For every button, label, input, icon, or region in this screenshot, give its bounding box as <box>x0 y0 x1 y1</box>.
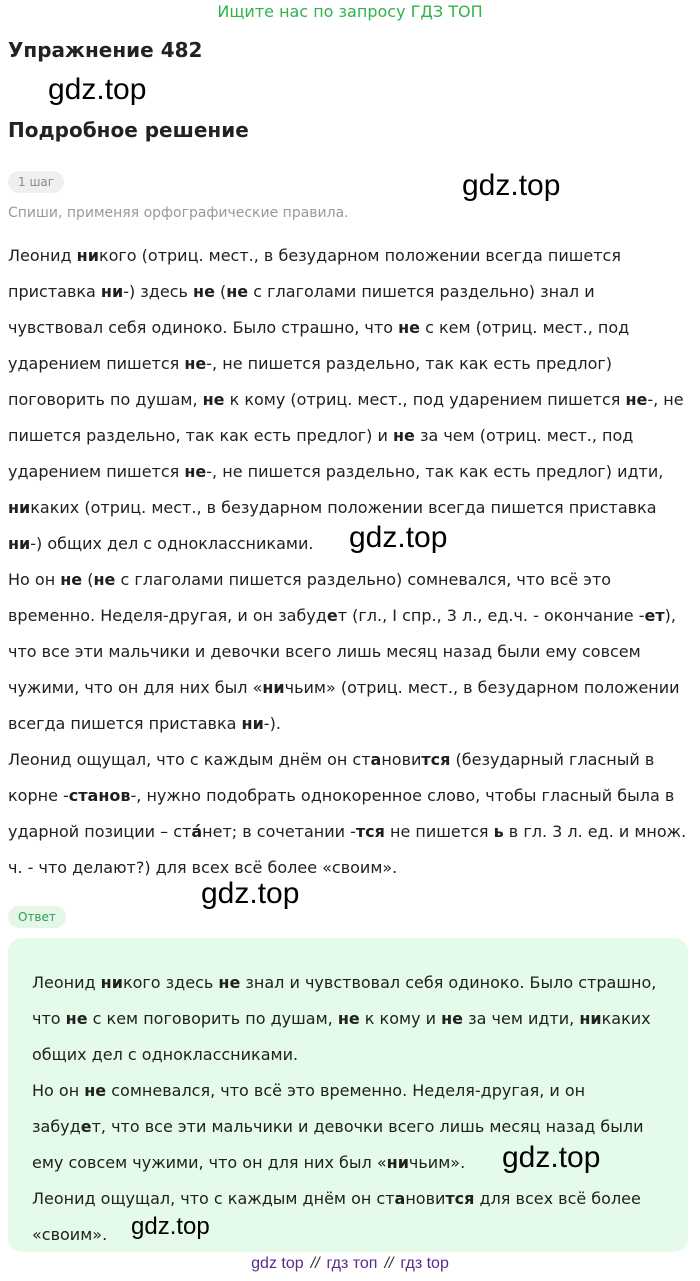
bold-fragment: ни <box>262 678 285 697</box>
bold-fragment: не <box>184 462 207 481</box>
bold-fragment: а́ <box>191 822 203 841</box>
footer-separator: // <box>310 1255 320 1272</box>
bold-fragment: ни <box>579 1009 602 1028</box>
answer-paragraph: Леонид никого здесь не знал и чувствовал себя одиноко. Было страшно, что не с кем поговорить по душам, не к кому и не за чем идти, никаких общих дел с одноклассниками. <box>32 973 657 1064</box>
solution-paragraph: Леонид никого (отриц. мест., в безударном положении всегда пишется приставка ни-) здесь не (не с глаголами пишется раздельно) знал и чувствовал себя одиноко. Было страшно, что не с кем (отриц. мест., под ударением пишется не-, не пишется раздельно, так как есть предлог) поговорить по душам, не к кому (отриц. мест., под ударением пишется не-, не пишется раздельно, так как есть предлог) и не за чем (отриц. мест., под ударением пишется не-, не пишется раздельно, так как есть предлог) идти, никаких (отриц. мест., в безударном положении всегда пишется приставка ни-) общих дел с одноклассниками. <box>8 246 684 553</box>
section-title: Подробное решение <box>8 118 249 142</box>
bold-fragment: станов <box>68 786 131 805</box>
bold-fragment: е <box>326 606 338 625</box>
bold-fragment: не <box>202 390 225 409</box>
bold-fragment: не <box>184 354 207 373</box>
bold-fragment: ни <box>386 1153 409 1172</box>
bold-fragment: а <box>370 750 382 769</box>
bold-fragment: ни <box>100 282 124 301</box>
exercise-title: Упражнение 482 <box>8 38 203 62</box>
solution-text <box>8 238 694 886</box>
bold-fragment: ет <box>644 606 665 625</box>
bold-fragment: не <box>65 1009 88 1028</box>
watermark: gdz.top <box>502 1141 601 1174</box>
bold-fragment: тся <box>421 750 451 769</box>
bold-fragment: не <box>193 282 215 301</box>
answer-paragraph: Но он не сомневался, что всё это временно. Неделя-другая, и он забудет, что все эти мальчики и девочки всего лишь месяц назад были ему совсем чужими, что он для них был «ничьим». <box>32 1081 644 1172</box>
watermark: gdz.top <box>462 169 561 202</box>
bold-fragment: ни <box>8 498 31 517</box>
task-text: Спиши, применяя орфографические правила. <box>8 205 349 221</box>
footer-links <box>0 1255 700 1273</box>
bold-fragment: е <box>80 1117 92 1136</box>
bold-fragment: не <box>398 318 420 337</box>
solution-paragraph: Леонид ощущал, что с каждым днём он становится (безударный гласный в корне -станов-, нужно подобрать однокоренное слово, чтобы гласный была в ударной позиции – ста́нет; в сочетании -тся не пишется ь в гл. 3 л. ед. и множ. ч. - что делают?) для всех всё более «своим». <box>8 750 687 877</box>
footer-link[interactable]: гдз top <box>400 1255 449 1272</box>
bold-fragment: не <box>337 1009 360 1028</box>
bold-fragment: тся <box>445 1189 475 1208</box>
solution-paragraph: Но он не (не с глаголами пишется раздельно) сомневался, что всё это временно. Неделя-другая, и он забудет (гл., I спр., 3 л., ед.ч. - окончание -ет), что все эти мальчики и девочки всего лишь месяц назад были ему совсем чужими, что он для них был «ничьим» (отриц. мест., в безударном положении всегда пишется приставка ни-). <box>8 570 680 733</box>
bold-fragment: не <box>218 973 241 992</box>
footer-link[interactable]: гдз топ <box>326 1255 378 1272</box>
bold-fragment: ни <box>241 714 264 733</box>
bold-fragment: ни <box>76 246 99 265</box>
footer-link[interactable]: gdz top <box>251 1255 304 1272</box>
bold-fragment: ни <box>8 534 31 553</box>
footer-separator: // <box>384 1255 394 1272</box>
watermark: gdz.top <box>201 877 300 910</box>
bold-fragment: не <box>625 390 648 409</box>
answer-paragraph: Леонид ощущал, что с каждым днём он становится для всех всё более «своим». <box>32 1189 641 1244</box>
bold-fragment: а <box>394 1189 406 1208</box>
bold-fragment: не <box>392 426 415 445</box>
bold-fragment: не <box>60 570 83 589</box>
bold-fragment: ь <box>493 822 504 841</box>
step-badge: 1 шаг <box>8 171 64 193</box>
watermark: gdz.top <box>48 73 147 106</box>
bold-fragment: ни <box>100 973 123 992</box>
bold-fragment: не <box>84 1081 107 1100</box>
watermark: gdz.top <box>131 1213 210 1240</box>
bold-fragment: не <box>226 282 249 301</box>
watermark: gdz.top <box>349 521 448 554</box>
answer-badge: Ответ <box>8 906 66 928</box>
answer-box <box>8 938 688 1252</box>
bold-fragment: не <box>93 570 116 589</box>
search-banner: Ищите нас по запросу ГДЗ ТОП <box>217 2 483 21</box>
bold-fragment: тся <box>355 822 385 841</box>
bold-fragment: не <box>441 1009 464 1028</box>
